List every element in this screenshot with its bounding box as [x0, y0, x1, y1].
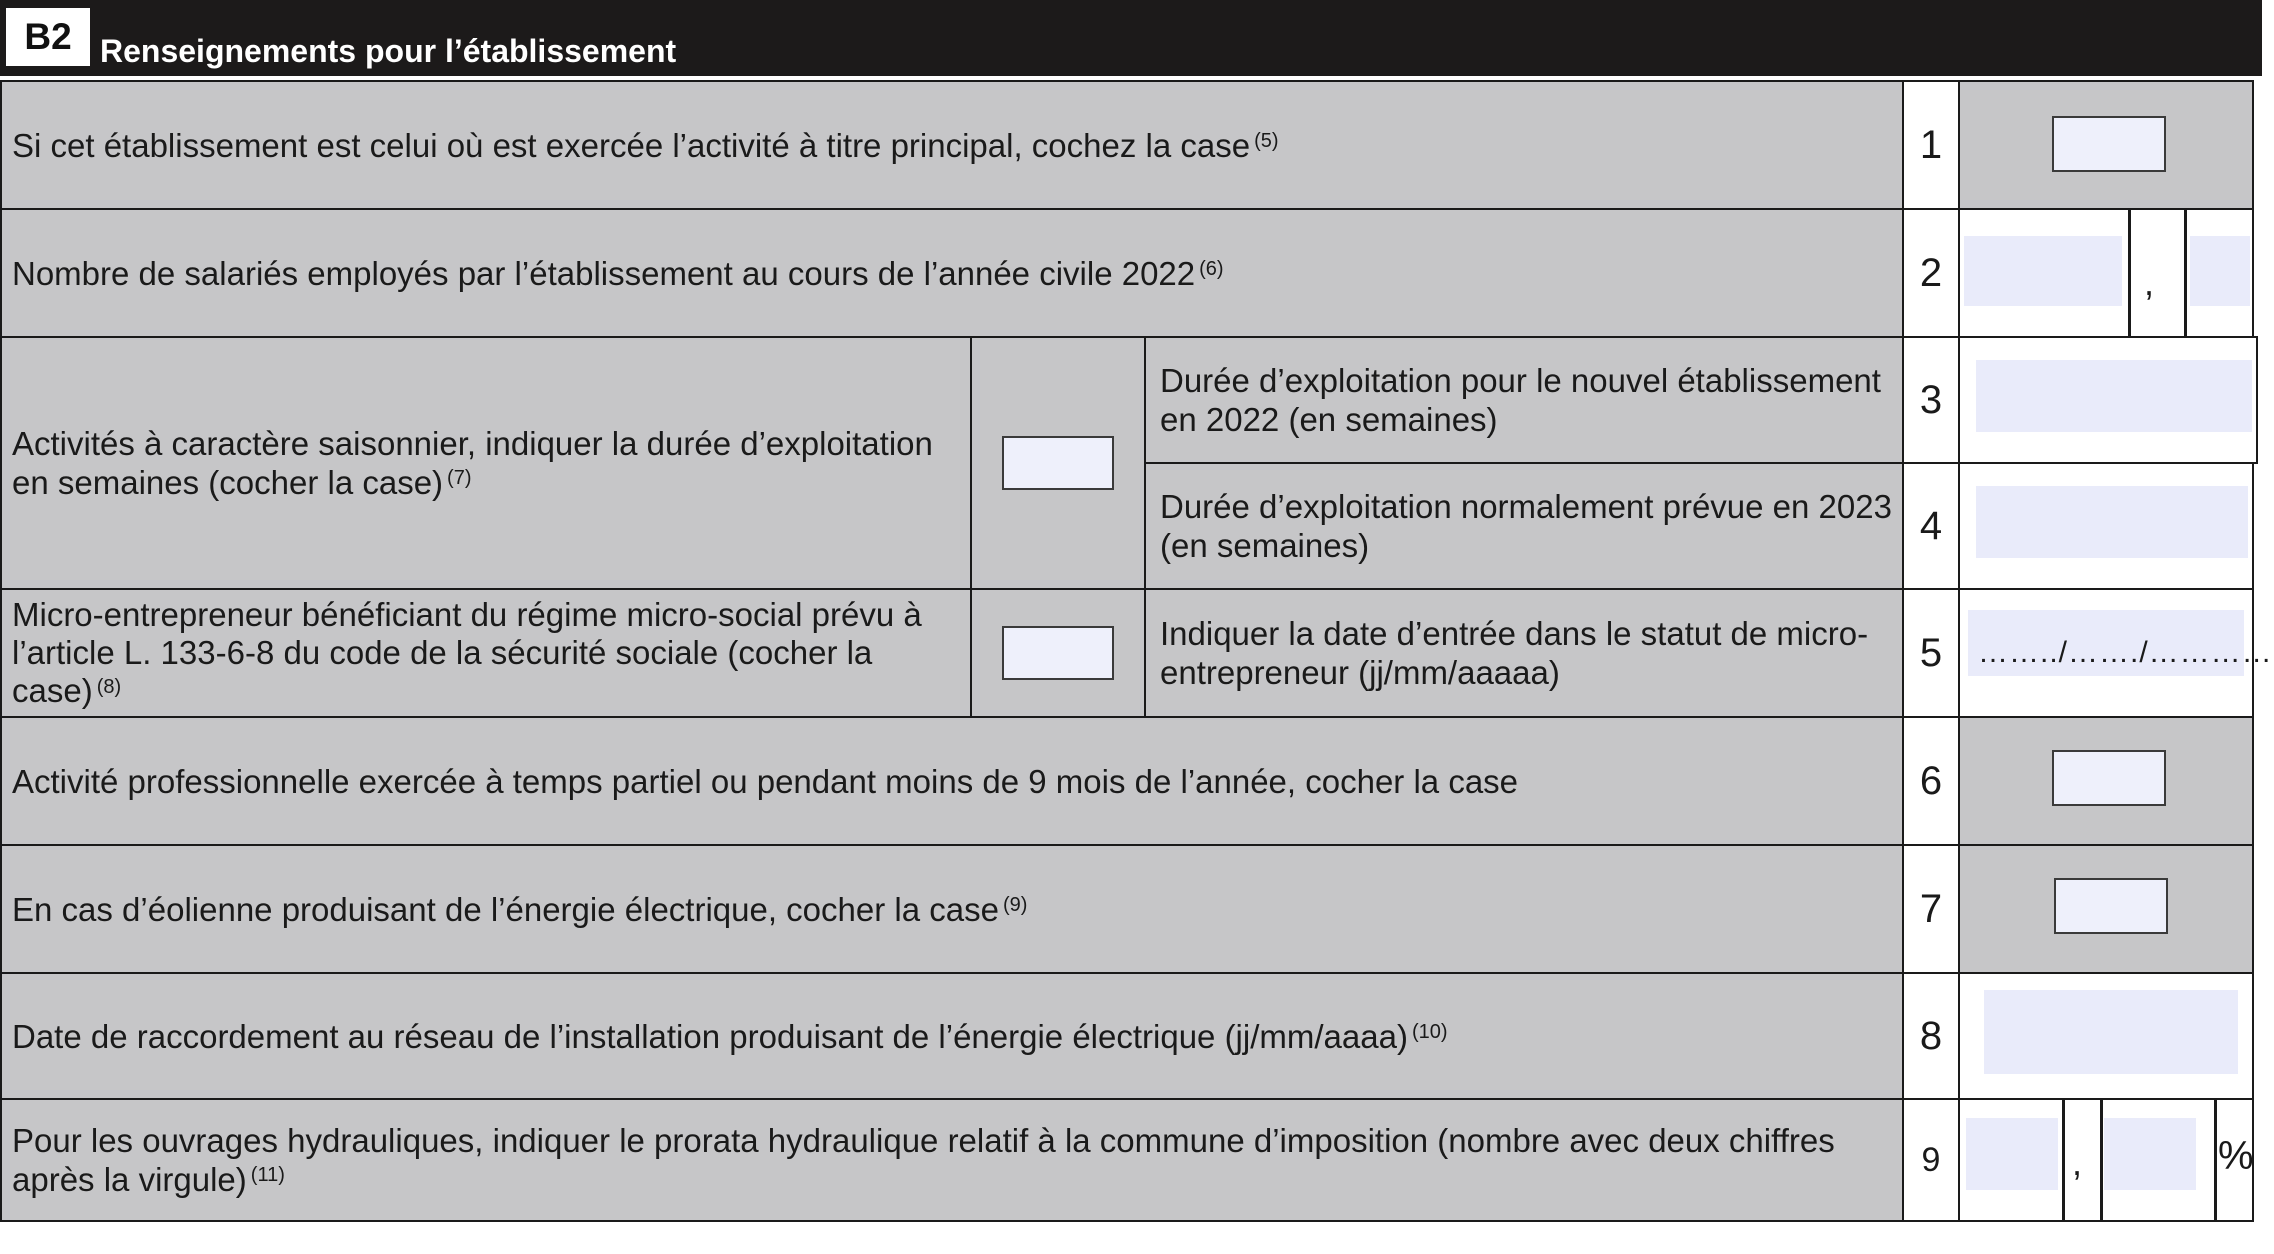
row-7-label [0, 844, 1904, 974]
part-time-checkbox[interactable] [2052, 750, 2166, 806]
header-divider [0, 76, 2262, 79]
planned-weeks-2023-field[interactable] [1976, 486, 2248, 558]
row-5-text: Indiquer la date d’entrée dans le statut de micro-entrepreneur (jj/mm/aaaaa) [1160, 615, 1869, 691]
row-9-number: 9 [1902, 1098, 1960, 1222]
row-3-label [1144, 336, 1904, 464]
grid-connection-date-field[interactable] [1984, 990, 2238, 1074]
row-2-decimal-separator: , [2144, 262, 2155, 303]
micro-entrepreneur-checkbox[interactable] [1002, 626, 1114, 680]
seasonal-checkbox[interactable] [1002, 436, 1114, 490]
row-7-text: En cas d’éolienne produisant de l’énergie électrique, cocher la case [12, 890, 999, 928]
row-6-number: 6 [1902, 716, 1960, 846]
row-9-divider [2062, 1100, 2065, 1220]
row-8-text: Date de raccordement au réseau de l’installation produisant de l’énergie électrique (jj/mm/aaaa) [12, 1017, 1408, 1055]
seasonal-label [0, 336, 972, 590]
seasonal-note: (7) [447, 467, 472, 489]
row-2-text: Nombre de salariés employés par l’établissement au cours de l’année civile 2022 [12, 254, 1196, 292]
wind-turbine-checkbox[interactable] [2054, 878, 2168, 934]
row-4-number: 4 [1902, 462, 1960, 590]
row-1-note: (5) [1254, 129, 1279, 152]
row-2-note: (6) [1199, 257, 1224, 280]
new-establishment-weeks-field[interactable] [1976, 360, 2252, 432]
row-1-number: 1 [1902, 80, 1960, 210]
row-2-divider [2128, 210, 2131, 336]
row-5-label [1144, 588, 1904, 718]
row-6-text: Activité professionnelle exercée à temps partiel ou pendant moins de 9 mois de l’année, cocher la case [12, 762, 1519, 800]
section-code: B2 [6, 8, 90, 66]
row-4-text: Durée d’exploitation normalement prévue en 2023 (en semaines) [1160, 488, 1892, 564]
row-1-label [0, 80, 1904, 210]
micro-label [0, 588, 972, 718]
micro-text: Micro-entrepreneur bénéficiant du régime micro-social prévu à l’article L. 133-6-8 du code de la sécurité sociale (cocher la case) [12, 596, 922, 709]
row-1-text: Si cet établissement est celui où est exercée l’activité à titre principal, cochez la case [12, 126, 1251, 164]
employee-count-integer-field[interactable] [1964, 236, 2122, 306]
row-9-decimal-separator: , [2072, 1142, 2083, 1183]
row-8-number: 8 [1902, 972, 1960, 1100]
row-7-note: (9) [1002, 893, 1028, 916]
row-3-number: 3 [1902, 336, 1960, 464]
row-9-text: Pour les ouvrages hydrauliques, indiquer le prorata hydraulique relatif à la commune d’imposition (nombre avec deux chiffres après la virgule) [12, 1122, 1835, 1198]
micro-note: (8) [96, 676, 122, 698]
hydraulic-prorata-decimal-field[interactable] [2104, 1118, 2196, 1190]
row-2-divider-2 [2184, 210, 2187, 336]
row-9-divider-2 [2100, 1100, 2103, 1220]
row-2-number: 2 [1902, 208, 1960, 338]
row-5-number: 5 [1902, 588, 1960, 718]
employee-count-decimal-field[interactable] [2190, 236, 2250, 306]
row-9-note: (11) [250, 1164, 285, 1186]
row-2-label [0, 208, 1904, 338]
row-9-label [0, 1098, 1904, 1222]
row-8-note: (10) [1411, 1020, 1448, 1043]
percent-unit: % [2218, 1134, 2254, 1178]
principal-activity-checkbox[interactable] [2052, 116, 2166, 172]
row-3-text: Durée d’exploitation pour le nouvel établissement en 2022 (en semaines) [1160, 362, 1881, 438]
row-8-label [0, 972, 1904, 1100]
row-9-divider-3 [2214, 1100, 2217, 1220]
row-6-label [0, 716, 1904, 846]
seasonal-text: Activités à caractère saisonnier, indiquer la durée d’exploitation en semaines (cocher la case) [12, 425, 933, 501]
date-mask: ……../……./………… [1978, 636, 2273, 669]
section-title: Renseignements pour l’établissement [100, 33, 677, 69]
hydraulic-prorata-integer-field[interactable] [1966, 1118, 2058, 1190]
row-7-number: 7 [1902, 844, 1960, 974]
row-4-label [1144, 462, 1904, 590]
